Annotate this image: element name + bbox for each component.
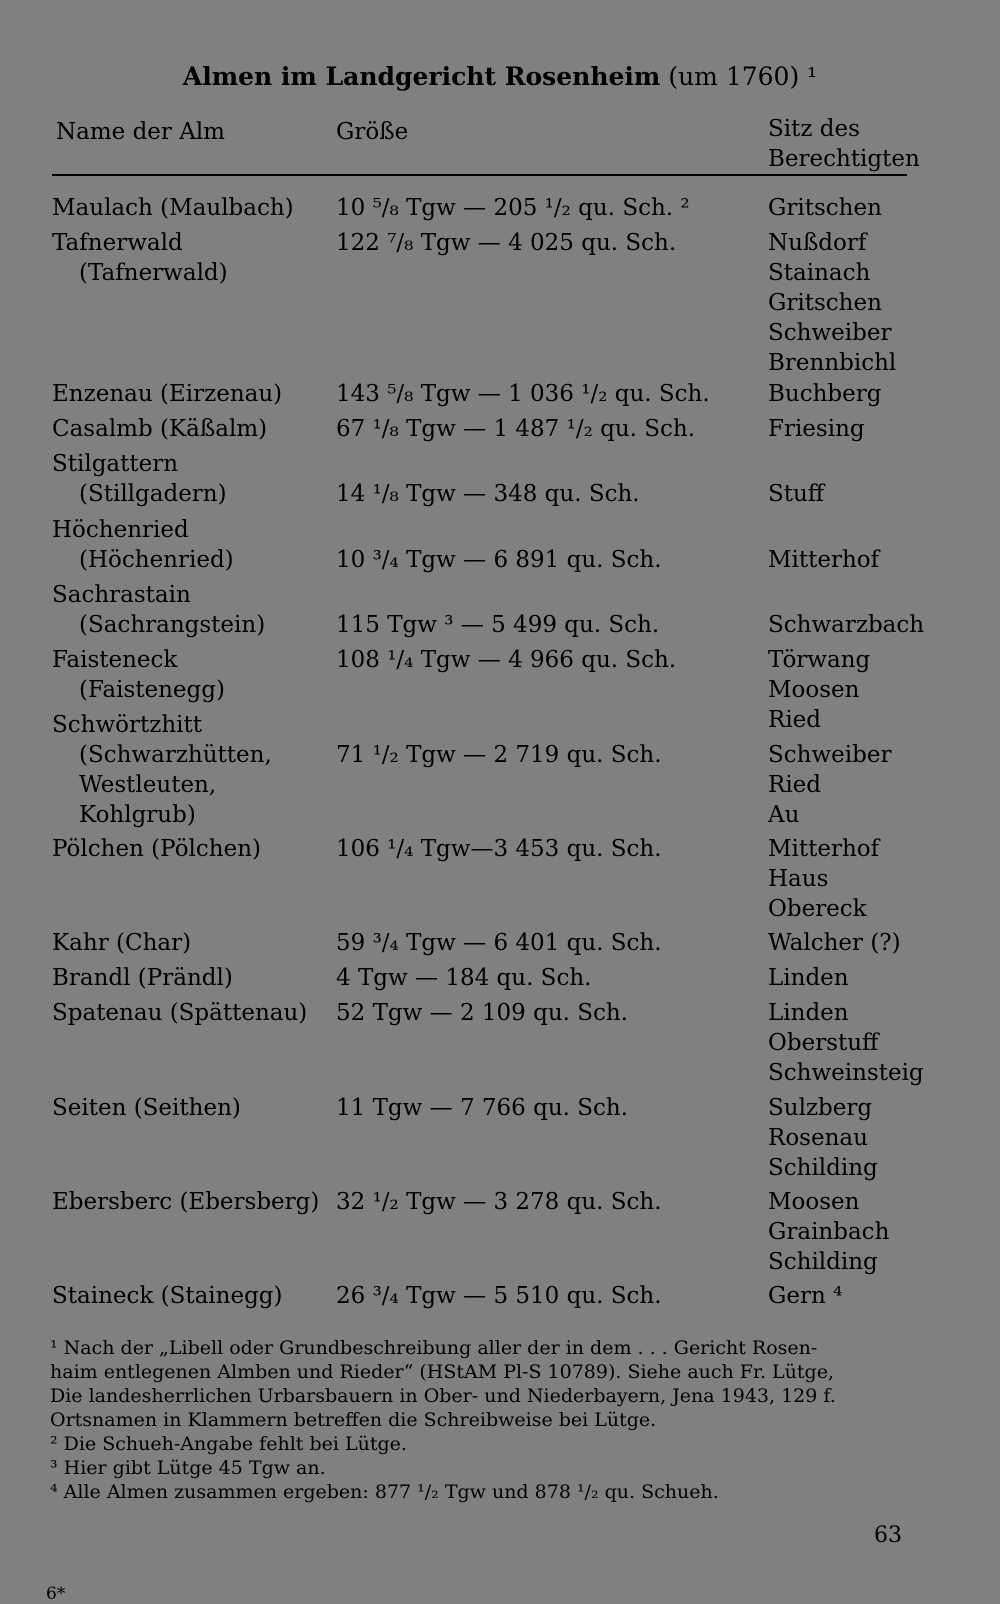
alm-size: 108 ¹/₄ Tgw — 4 966 qu. Sch. (336, 647, 677, 673)
alm-seat-line: Mitterhof (768, 836, 880, 862)
alm-seat-line: Gritschen (768, 290, 882, 316)
column-header-name: Name der Alm (56, 119, 225, 145)
header-rule (52, 174, 907, 176)
alm-seat (768, 1093, 998, 1183)
table-title (0, 62, 1000, 91)
alm-seat-line: Walcher (?) (768, 930, 901, 956)
alm-seat-line: Stuff (768, 481, 825, 507)
alm-size: 143 ⁵/₈ Tgw — 1 036 ¹/₂ qu. Sch. (336, 381, 710, 407)
alm-seat (768, 479, 998, 509)
alm-seat-line: Oberstuff (768, 1030, 879, 1056)
alm-name-line: Stilgattern (52, 451, 179, 477)
alm-seat-line: Linden (768, 1000, 849, 1026)
alm-name-line: Staineck (Stainegg) (52, 1283, 283, 1309)
alm-name-line: Ebersberc (Ebersberg) (52, 1189, 320, 1215)
alm-seat-line: Schweiber (768, 320, 892, 346)
alm-size: 14 ¹/₈ Tgw — 348 qu. Sch. (336, 481, 640, 507)
alm-name-line: (Sachrangstein) (79, 612, 266, 638)
footnote-line: Ortsnamen in Klammern betreffen die Schreibweise bei Lütge. (50, 1409, 657, 1431)
footnote-line: ² Die Schueh-Angabe fehlt bei Lütge. (50, 1433, 407, 1455)
alm-size: 52 Tgw — 2 109 qu. Sch. (336, 1000, 629, 1026)
alm-name-line: Enzenau (Eirzenau) (52, 381, 283, 407)
footnote-line: ¹ Nach der „Libell oder Grundbeschreibung aller der in dem . . . Gericht Rosen- (50, 1337, 818, 1359)
alm-name (52, 645, 342, 705)
footnote-line: ⁴ Alle Almen zusammen ergeben: 877 ¹/₂ Tgw und 878 ¹/₂ qu. Schueh. (50, 1481, 719, 1503)
footnote-line: haim entlegenen Almben und Rieder“ (HStAM Pl-S 10789). Siehe auch Fr. Lütge, (50, 1361, 834, 1383)
alm-seat-line: Grainbach (768, 1219, 890, 1245)
alm-name-line: Spatenau (Spättenau) (52, 1000, 308, 1026)
alm-size: 10 ⁵/₈ Tgw — 205 ¹/₂ qu. Sch. ² (336, 195, 690, 221)
alm-name-line: Höchenried (52, 517, 189, 543)
alm-name (52, 998, 342, 1028)
alm-seat-line: Haus (768, 866, 829, 892)
alm-name-line: Pölchen (Pölchen) (52, 836, 261, 862)
alm-name-line: Sachrastain (52, 582, 191, 608)
column-header-seat-line: Berechtigten (768, 146, 920, 172)
alm-name (52, 449, 342, 509)
alm-size: 67 ¹/₈ Tgw — 1 487 ¹/₂ qu. Sch. (336, 416, 696, 442)
alm-seat-line: Gern ⁴ (768, 1283, 843, 1309)
alm-size: 26 ³/₄ Tgw — 5 510 qu. Sch. (336, 1283, 662, 1309)
alm-name (52, 515, 342, 575)
table-title-main: Almen im Landgericht Rosenheim (182, 62, 661, 91)
alm-seat (768, 928, 998, 958)
alm-size: 32 ¹/₂ Tgw — 3 278 qu. Sch. (336, 1189, 662, 1215)
alm-seat (768, 963, 998, 993)
alm-seat (768, 1281, 998, 1311)
alm-seat-line: Nußdorf (768, 230, 867, 256)
alm-seat (768, 193, 998, 223)
alm-size: 115 Tgw ³ — 5 499 qu. Sch. (336, 612, 660, 638)
alm-seat (768, 645, 998, 735)
alm-size: 4 Tgw — 184 qu. Sch. (336, 965, 592, 991)
alm-seat (768, 740, 998, 830)
alm-name-line: (Stillgadern) (79, 481, 227, 507)
alm-seat-line: Sulzberg (768, 1095, 873, 1121)
alm-seat-line: Friesing (768, 416, 865, 442)
alm-name (52, 963, 342, 993)
alm-name-line: (Höchenried) (79, 547, 234, 573)
alm-seat-line: Au (768, 802, 800, 828)
alm-seat-line: Brennbichl (768, 350, 897, 376)
alm-name (52, 228, 342, 288)
alm-name (52, 710, 342, 830)
alm-name (52, 1281, 342, 1311)
alm-name-line: Casalmb (Käßalm) (52, 416, 268, 442)
footnotes (50, 1336, 910, 1504)
alm-seat-line: Moosen (768, 677, 860, 703)
alm-seat-line: Moosen (768, 1189, 860, 1215)
alm-name (52, 834, 342, 864)
alm-name (52, 414, 342, 444)
alm-name-line: Maulach (Maulbach) (52, 195, 294, 221)
alm-size: 59 ³/₄ Tgw — 6 401 qu. Sch. (336, 930, 662, 956)
alm-seat (768, 834, 998, 924)
alm-seat-line: Ried (768, 707, 822, 733)
footnote-line: ³ Hier gibt Lütge 45 Tgw an. (50, 1457, 326, 1479)
alm-seat-line: Schweinsteig (768, 1060, 924, 1086)
alm-name-line: (Faistenegg) (79, 677, 225, 703)
alm-name-line: Seiten (Seithen) (52, 1095, 241, 1121)
column-header-size: Größe (336, 119, 409, 145)
alm-seat-line: Schwarzbach (768, 612, 925, 638)
alm-seat-line: Stainach (768, 260, 871, 286)
column-header-seat (768, 114, 920, 174)
alm-name (52, 1187, 342, 1217)
alm-seat-line: Mitterhof (768, 547, 880, 573)
footnote-line: Die landesherrlichen Urbarsbauern in Ober- und Niederbayern, Jena 1943, 129 f. (50, 1385, 836, 1407)
alm-name (52, 928, 342, 958)
alm-name (52, 379, 342, 409)
alm-name (52, 580, 342, 640)
alm-name-line: Tafnerwald (52, 230, 183, 256)
signature-mark: 6* (46, 1584, 66, 1604)
alm-seat (768, 414, 998, 444)
alm-name-line: (Tafnerwald) (79, 260, 228, 286)
page-number: 63 (874, 1523, 902, 1548)
alm-seat-line: Ried (768, 772, 822, 798)
alm-name-line: Westleuten, (79, 772, 217, 798)
alm-size: 106 ¹/₄ Tgw—3 453 qu. Sch. (336, 836, 662, 862)
alm-name-line: (Schwarzhütten, (79, 742, 272, 768)
alm-seat-line: Buchberg (768, 381, 882, 407)
alm-seat-line: Rosenau (768, 1125, 868, 1151)
table-title-date: (um 1760) ¹ (660, 62, 818, 91)
alm-seat (768, 545, 998, 575)
alm-seat (768, 998, 998, 1088)
alm-name (52, 193, 342, 223)
alm-seat-line: Gritschen (768, 195, 882, 221)
alm-seat (768, 228, 998, 378)
alm-name-line: Schwörtzhitt (52, 712, 202, 738)
alm-size: 10 ³/₄ Tgw — 6 891 qu. Sch. (336, 547, 662, 573)
alm-seat-line: Obereck (768, 896, 867, 922)
alm-seat-line: Schilding (768, 1155, 878, 1181)
alm-seat-line: Törwang (768, 647, 871, 673)
alm-seat (768, 1187, 998, 1277)
alm-name-line: Faisteneck (52, 647, 178, 673)
alm-seat-line: Linden (768, 965, 849, 991)
alm-seat-line: Schilding (768, 1249, 878, 1275)
alm-size: 122 ⁷/₈ Tgw — 4 025 qu. Sch. (336, 230, 677, 256)
alm-seat (768, 610, 998, 640)
alm-name (52, 1093, 342, 1123)
alm-name-line: Kohlgrub) (79, 802, 196, 828)
alm-size: 11 Tgw — 7 766 qu. Sch. (336, 1095, 629, 1121)
alm-seat-line: Schweiber (768, 742, 892, 768)
alm-size: 71 ¹/₂ Tgw — 2 719 qu. Sch. (336, 742, 662, 768)
alm-name-line: Kahr (Char) (52, 930, 192, 956)
alm-name-line: Brandl (Prändl) (52, 965, 233, 991)
column-header-seat-line: Sitz des (768, 116, 860, 142)
alm-seat (768, 379, 998, 409)
